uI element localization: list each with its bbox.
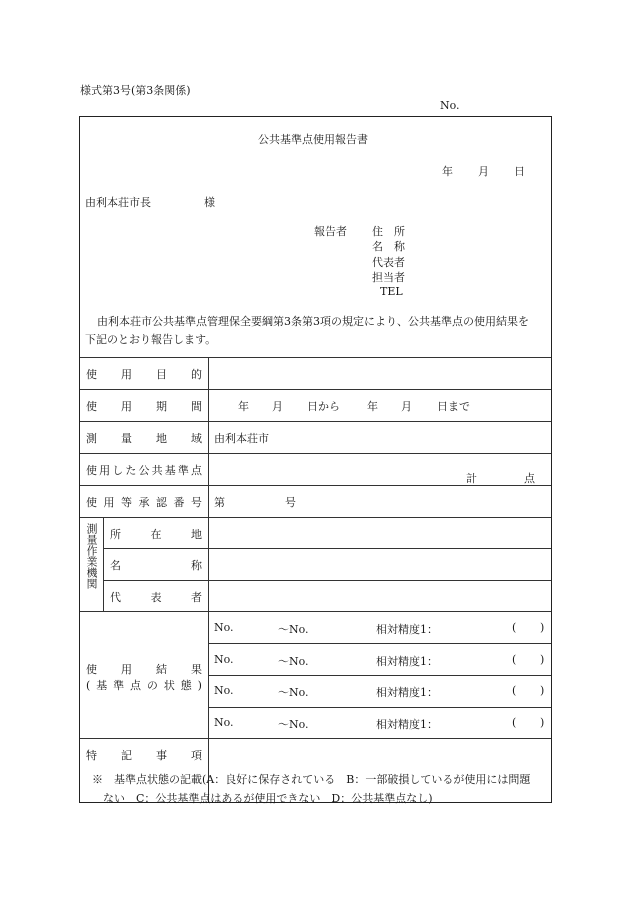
result-no-from: No. xyxy=(214,621,234,634)
result-label-line2: ( 基 準 点 の 状 態 ) xyxy=(86,678,202,692)
result-paren-close: ) xyxy=(540,653,545,666)
period-year1: 年 xyxy=(238,400,249,413)
org-location-label: 所 在 地 xyxy=(110,528,202,541)
date-year: 年 xyxy=(442,165,453,178)
addressee-honorific: 様 xyxy=(204,196,215,209)
addressee-name: 由利本荘市長 xyxy=(85,196,151,209)
purpose-field[interactable] xyxy=(214,363,544,385)
period-until: 日まで xyxy=(437,400,470,413)
form-title: 公共基準点使用報告書 xyxy=(258,133,368,146)
footnote-line1: ※ 基準点状態の記載(A：良好に保存されている B：一部破損しているが使用には問題 xyxy=(92,773,531,786)
date-month: 月 xyxy=(478,165,489,178)
reporter-tel-label: TEL xyxy=(380,285,403,298)
document-no-label: No. xyxy=(440,99,460,112)
result-accuracy: 相対精度1： xyxy=(376,718,438,731)
result-paren-close: ) xyxy=(540,621,545,634)
reporter-contact-label: 担当者 xyxy=(372,271,405,284)
result-paren-open: ( xyxy=(512,653,517,666)
reporter-address-label: 住 所 xyxy=(372,225,405,238)
points-unit-label: 点 xyxy=(524,472,535,485)
reporter-representative-label: 代表者 xyxy=(372,256,405,269)
result-no-to: ～No. xyxy=(278,686,309,699)
result-no-from: No. xyxy=(214,716,234,729)
period-label: 使 用 期 間 xyxy=(86,400,202,413)
area-value: 由利本荘市 xyxy=(214,432,269,445)
result-no-to: ～No. xyxy=(278,718,309,731)
result-paren-open: ( xyxy=(512,716,517,729)
period-from: 日から xyxy=(307,400,340,413)
footnote-line2: ない C：公共基準点はあるが使用できない D：公共基準点なし) xyxy=(103,792,433,805)
remarks-field[interactable] xyxy=(214,743,544,765)
points-label: 使 用 し た 公 共 基 準 点 xyxy=(86,464,202,477)
period-month2: 月 xyxy=(401,400,412,413)
remarks-label: 特 記 事 項 xyxy=(86,749,202,762)
form-number: 様式第3号(第3条関係) xyxy=(80,84,191,97)
reporter-label: 報告者 xyxy=(314,225,347,238)
org-rep-label: 代 表 者 xyxy=(110,591,202,604)
points-total-label: 計 xyxy=(466,472,477,485)
approval-prefix: 第 xyxy=(214,496,225,509)
result-accuracy: 相対精度1： xyxy=(376,623,438,636)
result-no-from: No. xyxy=(214,684,234,697)
org-group-label: 測量作業機関 xyxy=(85,523,98,589)
period-month1: 月 xyxy=(272,400,283,413)
report-form xyxy=(79,116,552,803)
area-label: 測 量 地 域 xyxy=(86,432,202,445)
result-paren-open: ( xyxy=(512,684,517,697)
result-paren-close: ) xyxy=(540,716,545,729)
result-accuracy: 相対精度1： xyxy=(376,655,438,668)
date-day: 日 xyxy=(514,165,525,178)
result-paren-open: ( xyxy=(512,621,517,634)
result-no-to: ～No. xyxy=(278,655,309,668)
body-text-line2: 下記のとおり報告します。 xyxy=(85,333,217,346)
approval-label: 使 用 等 承 認 番 号 xyxy=(86,496,202,509)
result-label-line1: 使 用 結 果 xyxy=(86,663,202,676)
result-accuracy: 相対精度1： xyxy=(376,686,438,699)
body-text-line1: 由利本荘市公共基準点管理保全要綱第3条第3項の規定により、公共基準点の使用結果を xyxy=(97,315,529,328)
approval-suffix: 号 xyxy=(285,496,296,509)
period-year2: 年 xyxy=(367,400,378,413)
result-no-from: No. xyxy=(214,653,234,666)
org-name-label: 名 称 xyxy=(110,559,202,572)
result-paren-close: ) xyxy=(540,684,545,697)
reporter-name-label: 名 称 xyxy=(372,240,405,253)
result-no-to: ～No. xyxy=(278,623,309,636)
purpose-label: 使 用 目 的 xyxy=(86,368,202,381)
